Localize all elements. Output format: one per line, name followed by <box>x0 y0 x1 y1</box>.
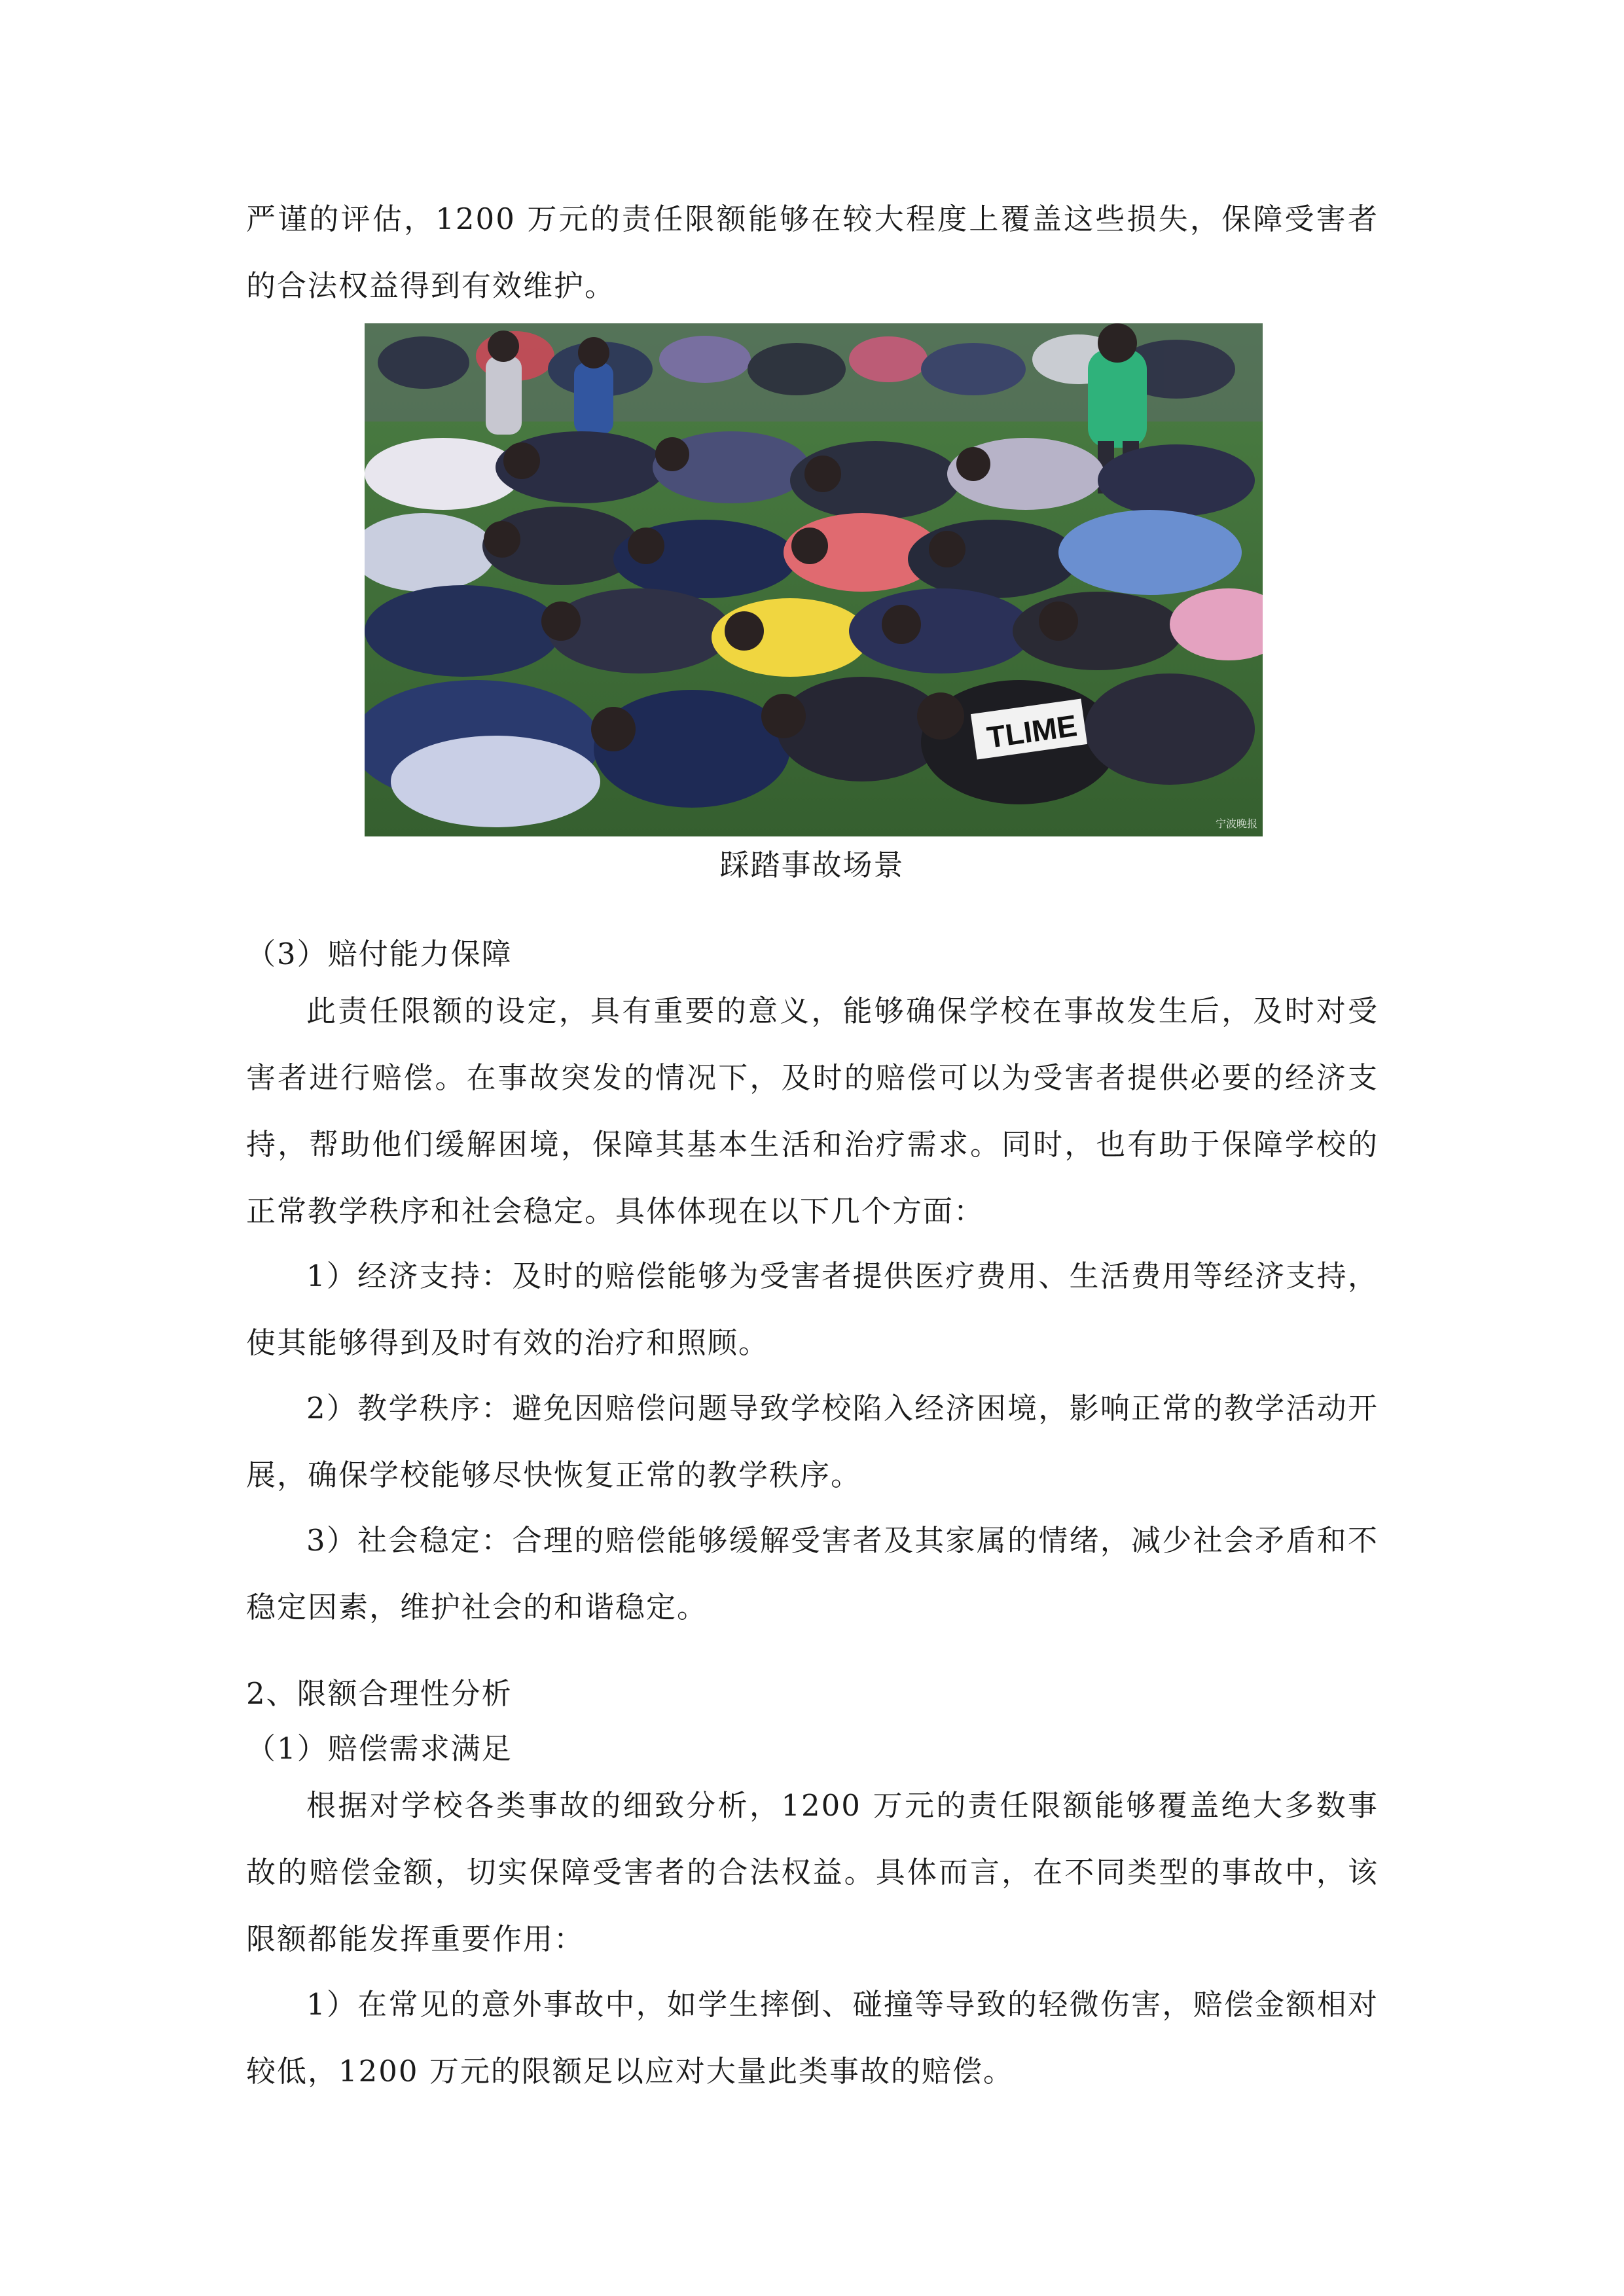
subsection-heading-2-1: （1）赔偿需求满足 <box>246 1731 513 1766</box>
jersey-text: TLIME <box>984 708 1079 755</box>
paragraph-2-1: 根据对学校各类事故的细致分析，1200 万元的责任限额能够覆盖绝大多数事故的赔偿金额，切实保障受害者的合法权益。具体而言，在不同类型的事故中，该限额都能发挥重要作用： <box>246 1788 1379 1956</box>
stampede-scene-illustration <box>365 323 1263 836</box>
list-item-3: 3）社会稳定：合理的赔偿能够缓解受害者及其家属的情绪，减少社会矛盾和不稳定因素，维护社会的和谐稳定。 <box>246 1523 1379 1624</box>
list-item-2-1-1: 1）在常见的意外事故中，如学生摔倒、碰撞等导致的轻微伤害，赔偿金额相对较低，1200 万元的限额足以应对大量此类事故的赔偿。 <box>246 1987 1379 2089</box>
stampede-scene-photo <box>365 323 1263 836</box>
list-item-2: 2）教学秩序：避免因赔偿问题导致学校陷入经济困境，影响正常的教学活动开展，确保学校能够尽快恢复正常的教学秩序。 <box>246 1391 1379 1492</box>
paragraph-3: 此责任限额的设定，具有重要的意义，能够确保学校在事故发生后，及时对受害者进行赔偿。在事故突发的情况下，及时的赔偿可以为受害者提供必要的经济支持，帮助他们缓解困境，保障其基本生活和治疗需求。同时，也有助于保障学校的正常教学秩序和社会稳定。具体体现在以下几个方面： <box>246 994 1379 1229</box>
photo-caption: 踩踏事故场景 <box>719 848 905 882</box>
intro-paragraph: 严谨的评估，1200 万元的责任限额能够在较大程度上覆盖这些损失，保障受害者的合法权益得到有效维护。 <box>246 202 1379 303</box>
list-item-1: 1）经济支持：及时的赔偿能够为受害者提供医疗费用、生活费用等经济支持，使其能够得到及时有效的治疗和照顾。 <box>246 1259 1379 1360</box>
section-heading-3: （3）赔付能力保障 <box>246 937 513 971</box>
photo-watermark: 宁波晚报 <box>1216 817 1258 830</box>
section-heading-2: 2、限额合理性分析 <box>246 1676 513 1711</box>
